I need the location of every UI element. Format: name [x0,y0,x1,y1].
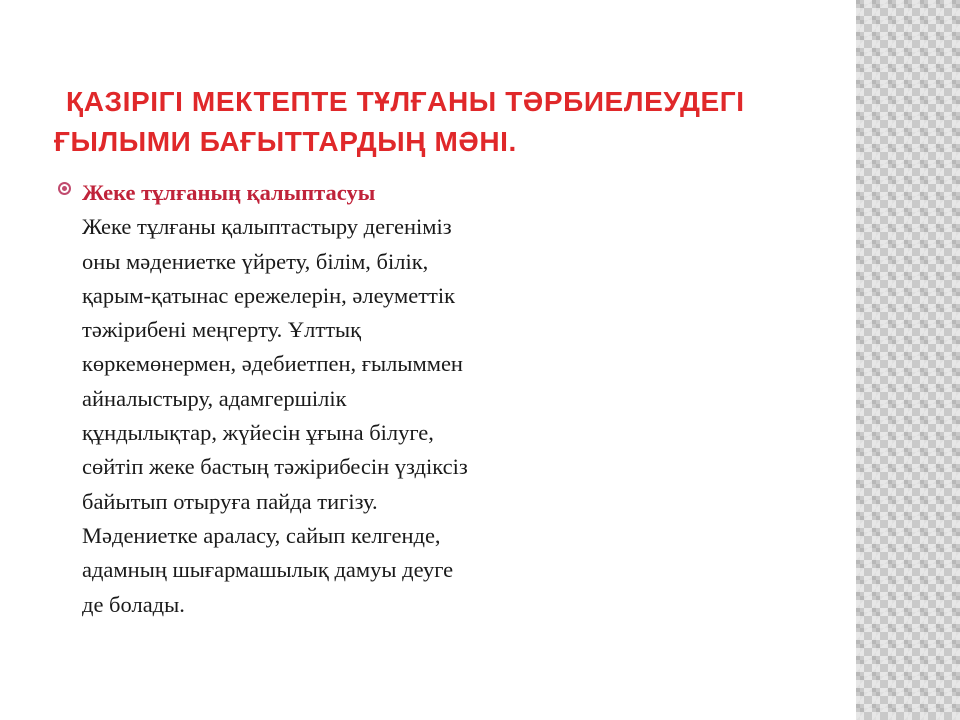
slide-content [58,176,618,622]
body-line-5: көркемөнермен, әдебиетпен, ғылыммен [82,351,463,377]
body-line-4: тәжірибені меңгерту. Ұлттық [82,317,362,343]
body-line-11: адамның шығармашылық дамуы деуге [82,557,454,583]
circle-bullet-icon [58,182,71,195]
body-line-1: Жеке тұлғаны қалыптастыру дегеніміз [82,214,452,240]
body-line-12: де болады. [82,591,185,617]
side-diamond-pattern [856,0,960,720]
slide-title-line-2: ҒЫЛЫМИ БАҒЫТТАРДЫҢ МӘНІ. [54,126,517,157]
body-line-2: оны мәдениетке үйрету, білім, білік, [82,248,429,274]
body-line-10: Мәдениетке араласу, сайып келгенде, [82,522,441,548]
slide-title-line-1: ҚАЗІРІГІ МЕКТЕПТЕ ТҰЛҒАНЫ ТӘРБИЕЛЕУДЕГІ [66,86,745,117]
bullet-heading: Жеке тұлғаның қалыптасуы [82,180,376,205]
slide-title [54,82,854,162]
bullet-text [82,176,618,622]
body-line-7: құндылықтар, жүйесін ұғына білуге, [82,420,434,446]
body-line-6: айналыстыру, адамгершілік [82,385,347,411]
body-line-9: байытып отыруға пайда тигізу. [82,488,378,514]
body-line-8: сөйтіп жеке бастың тәжірибесін үздіксіз [82,454,468,480]
body-line-3: қарым-қатынас ережелерін, әлеуметтік [82,282,456,308]
